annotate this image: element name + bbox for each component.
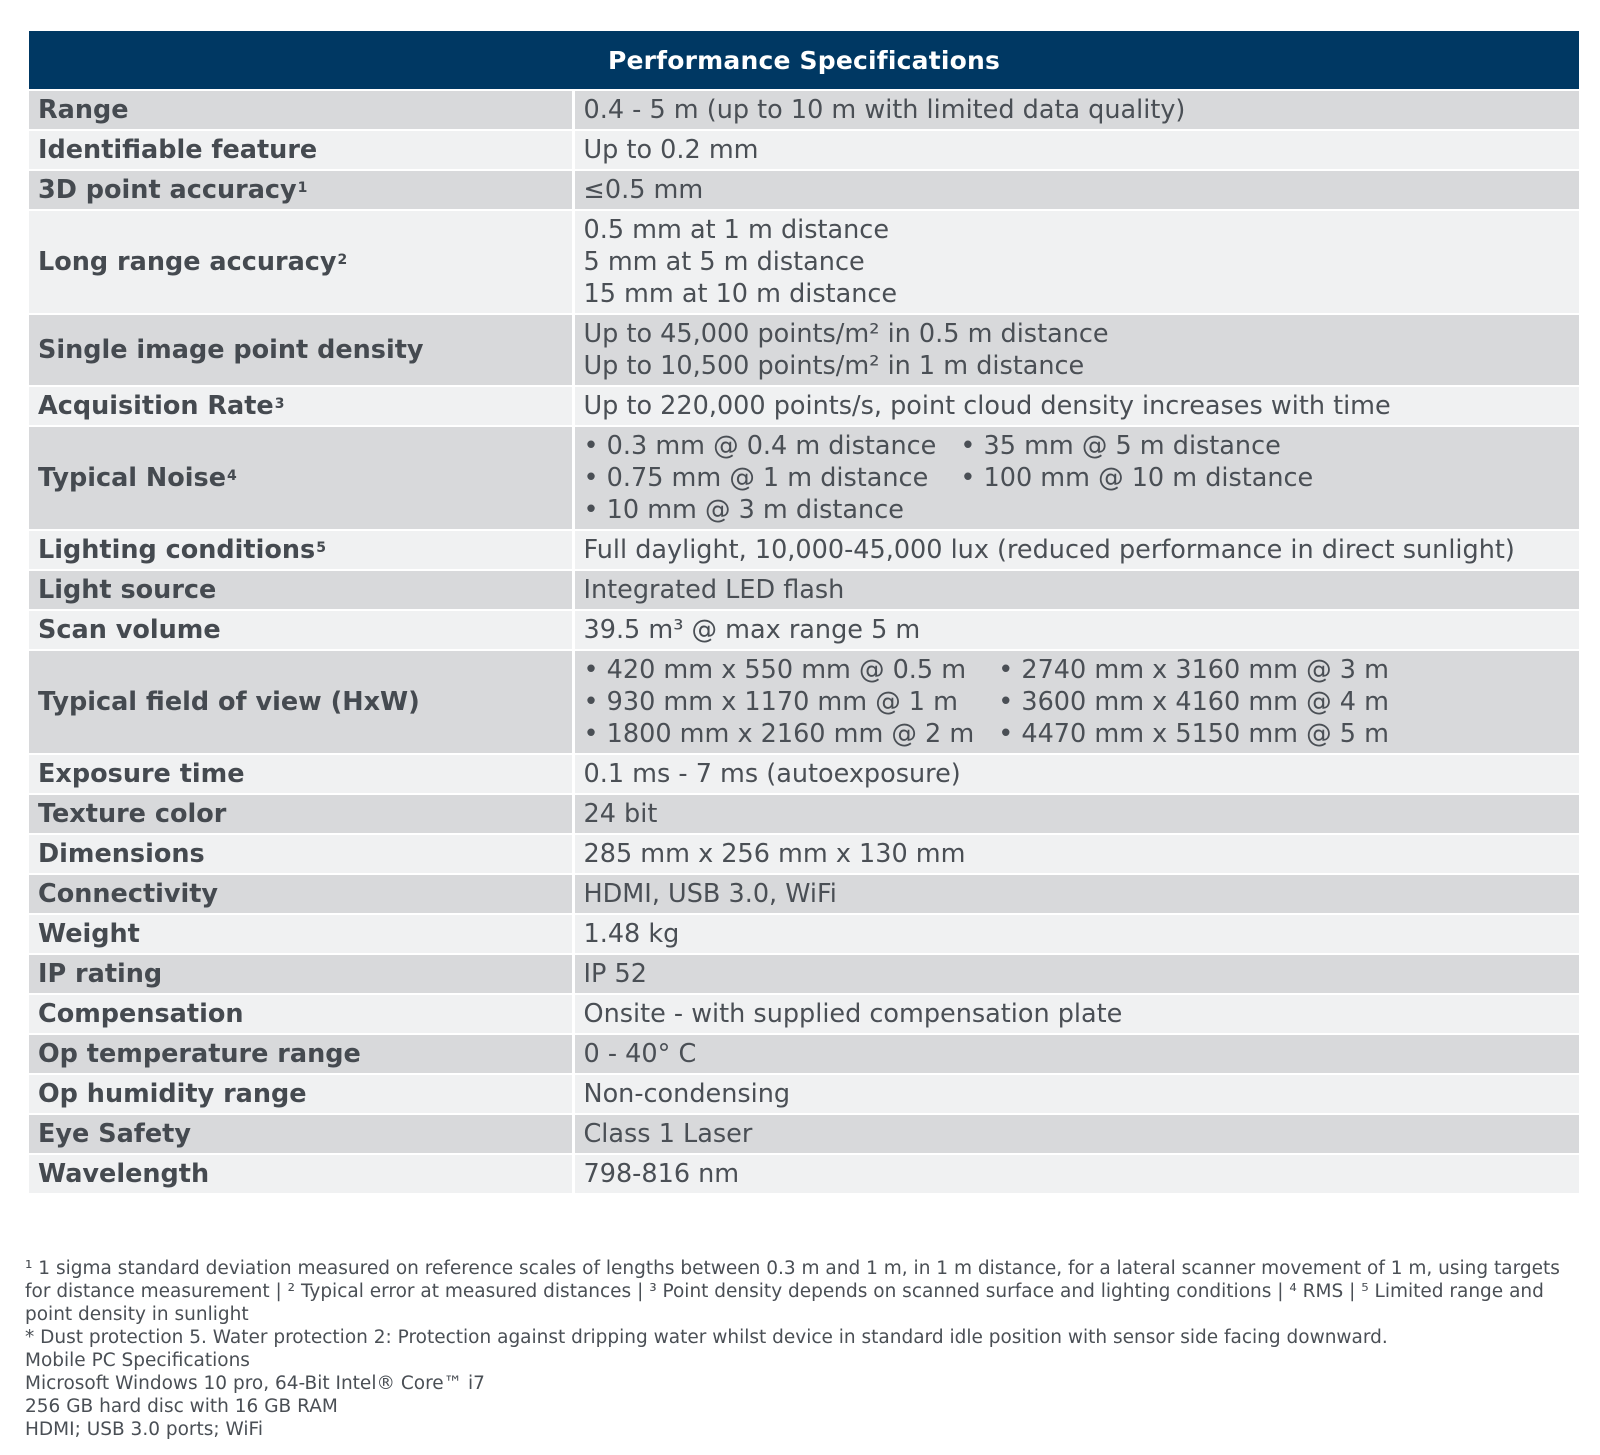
spec-value-cell	[573, 1034, 1579, 1074]
spec-value-cell	[573, 130, 1579, 170]
spec-label: Lighting conditions	[38, 535, 316, 565]
spec-value-cell	[573, 610, 1579, 650]
spec-value-line: 24 bit	[583, 799, 658, 829]
spec-value-cell	[573, 1074, 1579, 1114]
spec-label: Op humidity range	[38, 1079, 307, 1109]
spec-label: Connectivity	[38, 879, 219, 909]
spec-value-line: 0.1 ms - 7 ms (autoexposure)	[583, 759, 961, 789]
spec-label-cell	[29, 610, 573, 650]
spec-row	[29, 170, 1579, 210]
spec-label-cell	[29, 386, 573, 426]
spec-value-line: Integrated LED flash	[583, 575, 845, 605]
bullet-column	[584, 430, 937, 526]
spec-value-line: Non-condensing	[583, 1079, 791, 1109]
spec-value-line: 285 mm x 256 mm x 130 mm	[583, 839, 966, 869]
spec-value-cell	[573, 314, 1579, 386]
spec-value-line: 0 - 40° C	[583, 1039, 697, 1069]
spec-label: Light source	[38, 575, 217, 605]
spec-label-cell	[29, 874, 573, 914]
spec-label: Range	[38, 95, 129, 125]
spec-row	[29, 90, 1579, 130]
spec-label: Single image point density	[38, 335, 424, 365]
spec-label: Dimensions	[38, 839, 205, 869]
spec-value-cell	[573, 1154, 1579, 1194]
spec-value-cell	[573, 1114, 1579, 1154]
spec-label-cell	[29, 1074, 573, 1114]
spec-row	[29, 426, 1579, 530]
spec-label-cell	[29, 530, 573, 570]
spec-row	[29, 386, 1579, 426]
bullet-column	[584, 654, 975, 750]
spec-value-line: IP 52	[583, 959, 647, 989]
spec-table-body	[29, 90, 1579, 1194]
spec-value-line: 5 mm at 5 m distance	[583, 247, 865, 277]
spec-label: Long range accuracy	[38, 247, 337, 277]
bullet-item: • 10 mm @ 3 m distance	[584, 494, 937, 526]
spec-label: Eye Safety	[38, 1119, 191, 1149]
spec-label-cell	[29, 954, 573, 994]
spec-row	[29, 1034, 1579, 1074]
bullet-item: • 3600 mm x 4160 mm @ 4 m	[998, 686, 1389, 718]
spec-label: Typical field of view (HxW)	[38, 687, 420, 717]
spec-label-cell	[29, 1154, 573, 1194]
bullet-item: • 0.3 mm @ 0.4 m distance	[584, 430, 937, 462]
bullet-item: • 420 mm x 550 mm @ 0.5 m	[584, 654, 975, 686]
bullet-item: • 100 mm @ 10 m distance	[960, 462, 1313, 494]
spec-value-line: Full daylight, 10,000-45,000 lux (reduced performance in direct sunlight)	[583, 535, 1515, 565]
footnote-marker: 4	[227, 468, 237, 484]
bullet-item: • 1800 mm x 2160 mm @ 2 m	[584, 718, 975, 750]
spec-label: IP rating	[38, 959, 163, 989]
spec-label-cell	[29, 1114, 573, 1154]
spec-label: Op temperature range	[38, 1039, 361, 1069]
spec-row	[29, 314, 1579, 386]
spec-value-line: 1.48 kg	[583, 919, 680, 949]
spec-value-cell	[573, 170, 1579, 210]
spec-label-cell	[29, 570, 573, 610]
spec-label: Typical Noise	[38, 463, 227, 493]
spec-row	[29, 754, 1579, 794]
spec-label: Scan volume	[38, 615, 221, 645]
spec-value-cell	[573, 954, 1579, 994]
spec-row	[29, 954, 1579, 994]
spec-value-cell	[573, 874, 1579, 914]
footnote-marker: 2	[337, 252, 348, 268]
bullet-column	[998, 654, 1389, 750]
table-title: Performance Specifications	[29, 31, 1579, 90]
spec-row	[29, 1154, 1579, 1194]
spec-label: Texture color	[38, 799, 227, 829]
spec-label: Compensation	[38, 999, 244, 1029]
spec-value-cell	[573, 794, 1579, 834]
spec-value-line: ≤0.5 mm	[583, 175, 704, 205]
spec-value-line: Up to 220,000 points/s, point cloud density increases with time	[583, 391, 1391, 421]
footnote-marker: 3	[274, 396, 285, 412]
spec-label-cell	[29, 130, 573, 170]
mobile-pc-line: 256 GB hard disc with 16 GB RAM	[25, 1396, 338, 1417]
spec-label-cell	[29, 170, 573, 210]
spec-row	[29, 1114, 1579, 1154]
spec-row	[29, 130, 1579, 170]
spec-value-line: Class 1 Laser	[583, 1119, 753, 1149]
performance-specifications-table	[29, 31, 1579, 1195]
spec-value-line: Up to 0.2 mm	[583, 135, 759, 165]
dust-protection-note: * Dust protection 5. Water protection 2: Protection against dripping water whilst device in standard idle position with sensor side facing downward.	[25, 1327, 1388, 1348]
bullet-item: • 930 mm x 1170 mm @ 1 m	[584, 686, 975, 718]
spec-value-line: Up to 45,000 points/m² in 0.5 m distance	[583, 319, 1109, 349]
spec-label-cell	[29, 994, 573, 1034]
spec-row	[29, 210, 1579, 314]
spec-label-cell	[29, 90, 573, 130]
spec-value-cell	[573, 426, 1579, 530]
spec-value-line: HDMI, USB 3.0, WiFi	[583, 879, 837, 909]
bullet-list	[584, 654, 1570, 750]
bullet-column	[960, 430, 1313, 526]
spec-value-line: 798-816 nm	[583, 1159, 740, 1189]
spec-label-cell	[29, 754, 573, 794]
spec-value-line: Up to 10,500 points/m² in 1 m distance	[583, 351, 1085, 381]
spec-label-cell	[29, 314, 573, 386]
footnote-marker: 1	[297, 180, 308, 196]
spec-row	[29, 570, 1579, 610]
spec-row	[29, 650, 1579, 754]
spec-sheet	[29, 31, 1579, 1195]
spec-value-cell	[573, 386, 1579, 426]
spec-value-cell	[573, 530, 1579, 570]
spec-row	[29, 794, 1579, 834]
spec-value-cell	[573, 834, 1579, 874]
spec-label-cell	[29, 1034, 573, 1074]
spec-row	[29, 610, 1579, 650]
spec-row	[29, 874, 1579, 914]
spec-value-cell	[573, 914, 1579, 954]
mobile-pc-title: Mobile PC Specifications	[25, 1350, 250, 1371]
footnote-marker: 5	[316, 540, 326, 556]
spec-label-cell	[29, 794, 573, 834]
spec-value-line: 0.5 mm at 1 m distance	[583, 215, 890, 245]
mobile-pc-line: HDMI; USB 3.0 ports; WiFi	[25, 1419, 263, 1440]
spec-label: Identifiable feature	[38, 135, 318, 165]
bullet-list	[584, 430, 1570, 526]
spec-row	[29, 834, 1579, 874]
spec-value-line: 39.5 m³ @ max range 5 m	[583, 615, 921, 645]
spec-label-cell	[29, 650, 573, 754]
spec-row	[29, 1074, 1579, 1114]
spec-value-line: 15 mm at 10 m distance	[583, 279, 898, 309]
footnotes	[25, 1257, 1590, 1441]
spec-value-cell	[573, 754, 1579, 794]
bullet-item: • 4470 mm x 5150 mm @ 5 m	[998, 718, 1389, 750]
spec-value-line: 0.4 - 5 m (up to 10 m with limited data quality)	[583, 95, 1186, 125]
spec-label-cell	[29, 834, 573, 874]
spec-label: Wavelength	[38, 1159, 210, 1189]
bullet-item: • 0.75 mm @ 1 m distance	[584, 462, 937, 494]
spec-row	[29, 914, 1579, 954]
spec-label: Exposure time	[38, 759, 245, 789]
spec-label: 3D point accuracy	[38, 175, 297, 205]
spec-value-cell	[573, 994, 1579, 1034]
spec-label-cell	[29, 210, 573, 314]
spec-label-cell	[29, 426, 573, 530]
spec-value-cell	[573, 90, 1579, 130]
spec-label: Weight	[38, 919, 140, 949]
spec-row	[29, 994, 1579, 1034]
spec-label-cell	[29, 914, 573, 954]
bullet-item: • 2740 mm x 3160 mm @ 3 m	[998, 654, 1389, 686]
spec-value-cell	[573, 210, 1579, 314]
spec-label: Acquisition Rate	[38, 391, 274, 421]
spec-value-cell	[573, 570, 1579, 610]
mobile-pc-line: Microsoft Windows 10 pro, 64-Bit Intel® Core™ i7	[25, 1373, 485, 1394]
bullet-item: • 35 mm @ 5 m distance	[960, 430, 1313, 462]
spec-row	[29, 530, 1579, 570]
spec-value-cell	[573, 650, 1579, 754]
spec-value-line: Onsite - with supplied compensation plate	[583, 999, 1123, 1029]
footnote-text: ¹ 1 sigma standard deviation measured on reference scales of lengths between 0.3 m and 1 m, in 1 m distance, for a lateral scanner movement of 1 m, using targets for distance measurement | ² Typical error at measured distances | ³ Point density depends on scanned surface and lighting conditions | ⁴ RMS | ⁵ Limited range and point density in sunlight	[25, 1258, 1560, 1325]
